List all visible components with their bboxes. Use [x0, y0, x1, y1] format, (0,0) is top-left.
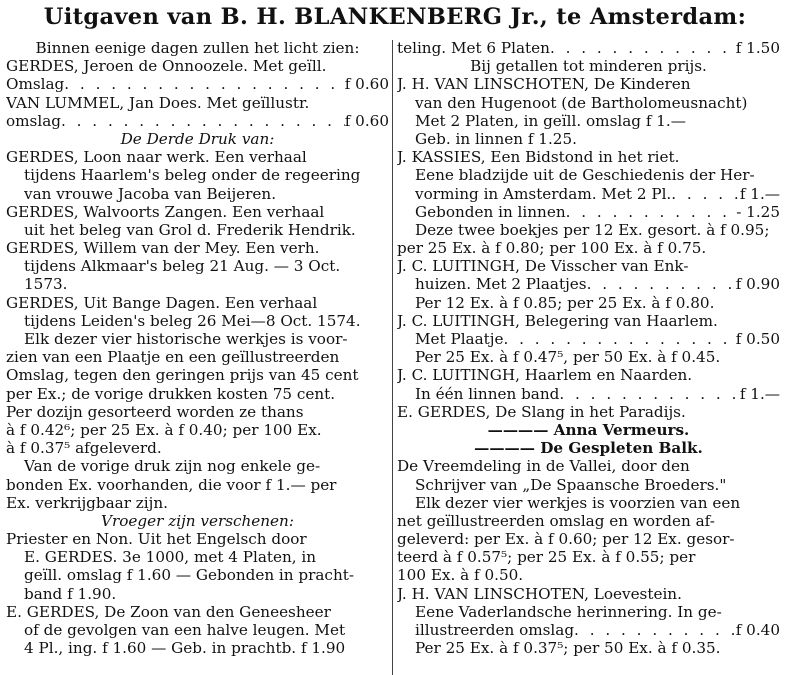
- price: f 0.50: [735, 330, 780, 348]
- line-text: Omslag: [6, 75, 65, 94]
- line-text: teling. Met 6 Platen: [397, 39, 550, 57]
- text-line: J. H. VAN LINSCHOTEN, Loevestein.: [397, 584, 682, 603]
- price: - 1.25: [736, 202, 780, 221]
- text-line: van den Hugenoot (de Bartholomeusnacht): [415, 93, 748, 112]
- text-line: per Ex.; de vorige drukken kosten 75 cent.: [6, 384, 336, 403]
- text-line: 4 Pl., ing. f 1.60 — Geb. in prachtb. f 1.90: [24, 639, 346, 658]
- line-text: omslag: [6, 111, 61, 130]
- text-line: GERDES, Uit Bange Dagen. Een verhaal: [6, 293, 318, 312]
- text-line: net geïllustreerden omslag en worden af-: [397, 511, 715, 530]
- text-line: Binnen eenige dagen zullen het licht zien:: [35, 39, 360, 57]
- text-line: geïll. omslag f 1.60 — Gebonden in pracht-: [24, 566, 354, 585]
- dot-leader: [574, 621, 736, 639]
- line-text: Gebonden in linnen: [415, 202, 566, 221]
- text-line: Bij getallen tot minderen prijs.: [470, 57, 707, 76]
- text-line: 1573.: [24, 275, 68, 294]
- text-line: [397, 39, 780, 57]
- text-line: Geb. in linnen f 1.25.: [415, 129, 577, 148]
- left-column: [6, 39, 389, 675]
- text-line: Met 2 Platen, in geïll. omslag f 1.—: [415, 111, 686, 130]
- dot-leader: [559, 385, 740, 403]
- text-line: J. C. LUITINGH, De Visscher van Enk-: [397, 257, 689, 276]
- text-line: [397, 330, 780, 348]
- text-line: of de gevolgen van een halve leugen. Met: [24, 621, 346, 639]
- text-line: band f 1.90.: [24, 584, 117, 603]
- price: f 1.—: [739, 184, 780, 203]
- text-line: J. C. LUITINGH, Belegering van Haarlem.: [397, 311, 718, 330]
- text-line: tijdens Haarlem's beleg onder de regeering: [24, 166, 361, 185]
- text-line: GERDES, Loon naar werk. Een verhaal: [6, 148, 307, 167]
- text-line: Schrijver van „De Spaansche Broeders.": [415, 475, 727, 494]
- text-line: Per 25 Ex. à f 0.47⁵, per 50 Ex. à f 0.45.: [415, 348, 721, 367]
- text-line: tijdens Alkmaar's beleg 21 Aug. — 3 Oct.: [24, 257, 341, 276]
- line-text: vorming in Amsterdam. Met 2 Pl.: [415, 184, 672, 203]
- text-line: Ex. verkrijgbaar zijn.: [6, 493, 168, 512]
- text-line: ———— Anna Vermeurs.: [487, 420, 690, 439]
- text-line: [397, 203, 780, 221]
- text-line: à f 0.37⁵ afgeleverd.: [6, 439, 162, 458]
- dot-leader: [587, 275, 736, 293]
- line-text: huizen. Met 2 Plaatjes: [415, 275, 587, 294]
- price: f 0.90: [735, 275, 780, 294]
- text-line: tijdens Leiden's beleg 26 Mei—8 Oct. 1574.: [24, 311, 361, 330]
- dot-leader: [61, 112, 345, 130]
- dot-leader: [503, 330, 735, 348]
- text-line: Per dozijn gesorteerd worden ze thans: [6, 402, 304, 421]
- text-line: [6, 112, 389, 130]
- text-line: zien van een Plaatje en een geïllustreerden: [6, 348, 340, 367]
- right-column: [397, 39, 780, 675]
- text-line: Vroeger zijn verschenen:: [101, 511, 294, 530]
- text-line: De Derde Druk van:: [120, 129, 275, 148]
- text-line: Omslag, tegen den geringen prijs van 45 cent: [6, 366, 359, 385]
- text-line: [397, 385, 780, 403]
- text-line: E. GERDES. 3e 1000, met 4 Platen, in: [24, 548, 317, 567]
- text-line: Elk dezer vier historische werkjes is voor-: [24, 330, 348, 348]
- text-line: GERDES, Walvoorts Zangen. Een verhaal: [6, 202, 325, 221]
- text-line: Eene Vaderlandsche herinnering. In ge-: [415, 602, 722, 621]
- text-line: [397, 621, 780, 639]
- line-text: illustreerden omslag: [415, 621, 575, 639]
- price: f 0.60: [344, 75, 389, 94]
- text-line: De Vreemdeling in de Vallei, door den: [397, 457, 690, 476]
- text-line: E. GERDES, De Zoon van den Geneesheer: [6, 602, 331, 621]
- text-line: 100 Ex. à f 0.50.: [397, 566, 524, 585]
- text-line: J. H. VAN LINSCHOTEN, De Kinderen: [397, 75, 691, 94]
- text-line: E. GERDES, De Slang in het Paradijs.: [397, 402, 686, 421]
- dot-leader: [671, 185, 740, 203]
- text-line: teerd à f 0.57⁵; per 25 Ex. à f 0.55; per: [397, 548, 696, 567]
- headline: Uitgaven van B. H. BLANKENBERG Jr., te Amsterdam:: [43, 4, 747, 30]
- price: f 1.50: [735, 39, 780, 57]
- text-line: Per 25 Ex. à f 0.37⁵; per 50 Ex. à f 0.35.: [415, 639, 721, 658]
- column-divider: [392, 40, 393, 675]
- dot-leader: [566, 203, 737, 221]
- text-line: uit het beleg van Grol d. Frederik Hendrik.: [24, 220, 356, 239]
- text-line: J. KASSIES, Een Bidstond in het riet.: [397, 148, 680, 167]
- text-line: [6, 75, 389, 93]
- text-line: [397, 275, 780, 293]
- price: f 0.40: [735, 621, 780, 639]
- text-line: Van de vorige druk zijn nog enkele ge-: [24, 457, 321, 476]
- text-line: J. C. LUITINGH, Haarlem en Naarden.: [397, 366, 693, 385]
- text-line: GERDES, Jeroen de Onnoozele. Met geïll.: [6, 57, 327, 76]
- line-text: Met Plaatje: [415, 330, 504, 348]
- price: f 1.—: [739, 384, 780, 403]
- text-line: à f 0.42⁶; per 25 Ex. à f 0.40; per 100 Ex.: [6, 420, 322, 439]
- dot-leader: [550, 39, 736, 57]
- text-line: Priester en Non. Uit het Engelsch door: [6, 530, 307, 549]
- text-line: per 25 Ex. à f 0.80; per 100 Ex. à f 0.75.: [397, 239, 707, 258]
- text-line: bonden Ex. voorhanden, die voor f 1.— per: [6, 475, 337, 494]
- dot-leader: [64, 75, 344, 93]
- text-line: Per 12 Ex. à f 0.85; per 25 Ex. à f 0.80.: [415, 293, 715, 312]
- text-line: VAN LUMMEL, Jan Does. Met geïllustr.: [6, 93, 310, 112]
- text-line: geleverd: per Ex. à f 0.60; per 12 Ex. gesor-: [397, 530, 735, 549]
- price: f 0.60: [344, 111, 389, 130]
- text-line: Elk dezer vier werkjes is voorzien van een: [415, 493, 741, 512]
- text-line: GERDES, Willem van der Mey. Een verh.: [6, 239, 320, 258]
- text-line: Deze twee boekjes per 12 Ex. gesort. à f 0.95;: [415, 220, 770, 239]
- line-text: In één linnen band: [415, 384, 560, 403]
- text-line: van vrouwe Jacoba van Beijeren.: [24, 184, 277, 203]
- text-line: ———— De Gespleten Balk.: [474, 439, 703, 458]
- text-line: [397, 185, 780, 203]
- text-line: Eene bladzijde uit de Geschiedenis der Her-: [415, 166, 755, 185]
